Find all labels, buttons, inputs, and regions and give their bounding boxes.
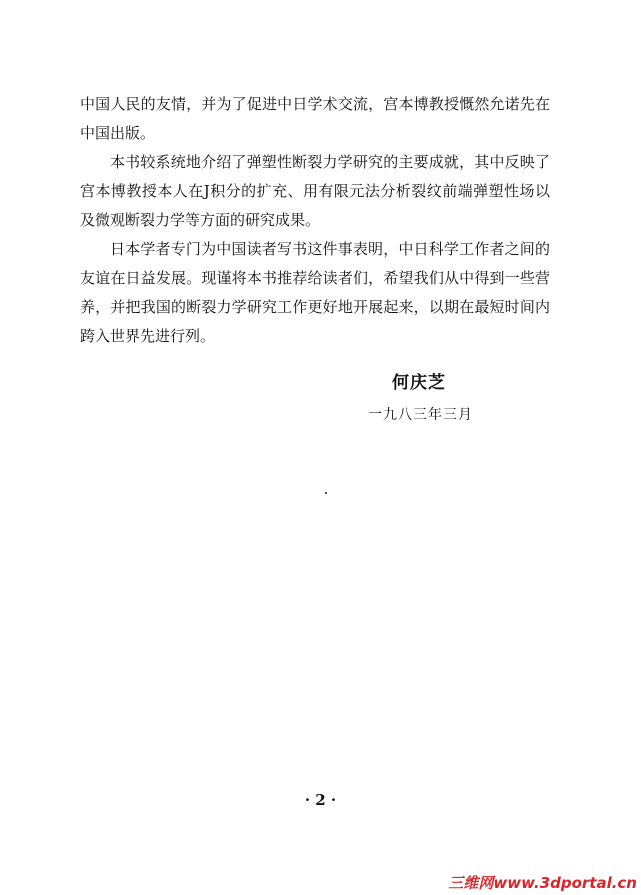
author-signature: 何庆芝 bbox=[392, 373, 446, 393]
signature-date: 一九八三年三月 bbox=[368, 407, 473, 423]
page-number: · 2 · bbox=[304, 791, 337, 809]
paragraph-content-summary: 本书较系统地介绍了弹塑性断裂力学研究的主要成就，其中反映了宫本博教授本人在J积分的扩充、用有限元法分析裂纹前端弹塑性场以及微观断裂力学等方面的研究成果。 bbox=[80, 153, 550, 229]
preface-body bbox=[80, 90, 550, 351]
stray-mark bbox=[325, 492, 327, 494]
site-watermark: 三维网www.3dportal.cn bbox=[448, 874, 637, 892]
paragraph-continuation: 中国人民的友情，并为了促进中日学术交流，宫本博教授慨然允诺先在中国出版。 bbox=[80, 95, 550, 142]
paragraph-recommendation: 日本学者专门为中国读者写书这件事表明，中日科学工作者之间的友谊在日益发展。现谨将本书推荐给读者们，希望我们从中得到一些营养，并把我国的断裂力学研究工作更好地开展起来，以期在最短时间内跨入世界先进行列。 bbox=[80, 240, 550, 345]
